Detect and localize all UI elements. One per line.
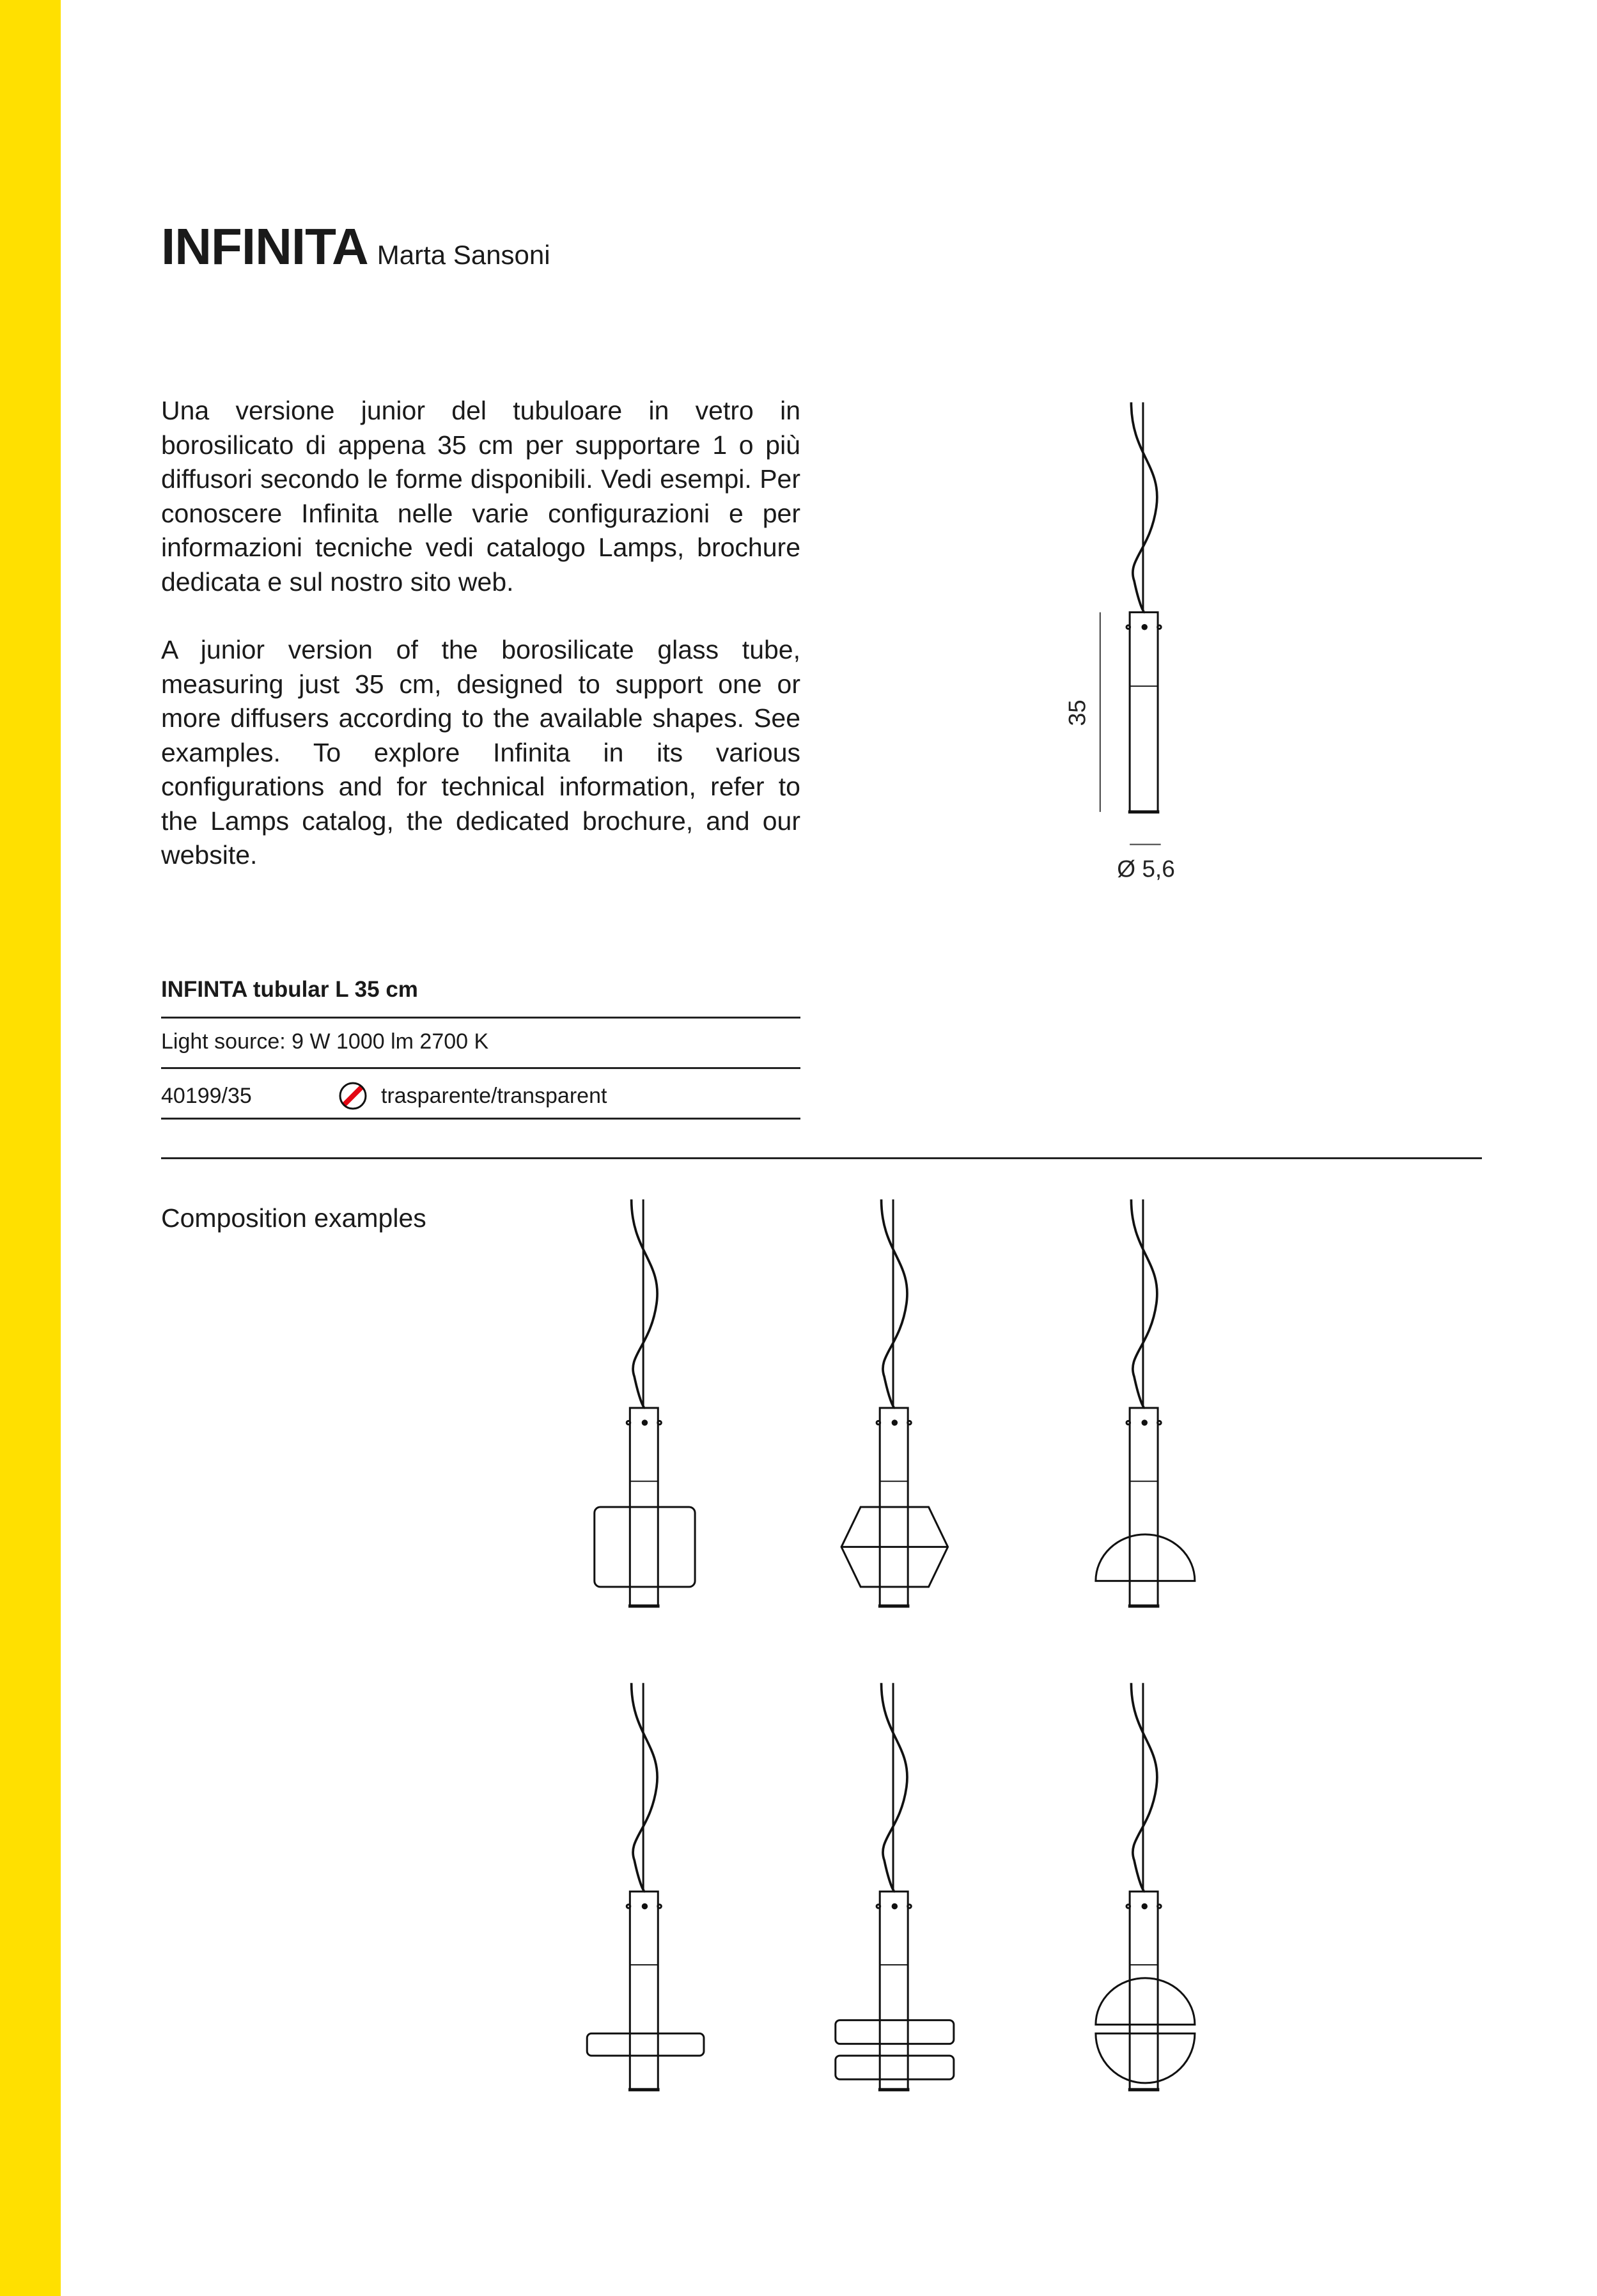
power-cable	[632, 1199, 657, 1408]
glass-tube	[630, 1891, 658, 2089]
side-pin	[876, 1421, 880, 1425]
side-pin	[627, 1421, 630, 1425]
finish-label: trasparente/transparent	[381, 1083, 607, 1108]
side-pin	[1126, 625, 1130, 629]
side-pin	[908, 1905, 912, 1909]
diameter-label: Ø 5,6	[1117, 855, 1175, 882]
composition-label: Composition examples	[161, 1203, 426, 1233]
side-pin	[1158, 1421, 1162, 1425]
description-italian: Una versione junior del tubuloare in vetro in borosilicato di appena 35 cm per supportare 1 o più diffusori secondo le forme disponibili. Vedi esempi. Per conoscere Infinita nelle varie configurazioni e per informazioni tecniche vedi catalogo Lamps, brochure dedicata e sul nostro sito web.	[161, 396, 800, 597]
side-pin	[1126, 1905, 1130, 1909]
power-cable	[882, 1199, 907, 1408]
side-pin	[908, 1421, 912, 1425]
side-pin	[1158, 1905, 1162, 1909]
power-cable	[1131, 1683, 1157, 1891]
designer-name: Marta Sansoni	[377, 240, 550, 270]
side-pin	[627, 1905, 630, 1909]
flat-disc-diffuser	[836, 2020, 954, 2044]
product-name: INFINITA	[161, 218, 368, 275]
fixing-dot	[892, 1904, 896, 1908]
fixing-dot	[1142, 625, 1146, 629]
fixing-dot	[643, 1904, 646, 1908]
fixing-dot	[1142, 1904, 1146, 1908]
fixing-dot	[1142, 1421, 1146, 1425]
spec-title: INFINTA tubular L 35 cm	[161, 977, 418, 1002]
power-cable	[632, 1683, 657, 1891]
product-code: 40199/35	[161, 1083, 252, 1108]
side-pin	[1126, 1421, 1130, 1425]
upper-half-sphere-diffuser	[1096, 1978, 1195, 2025]
glass-tube	[880, 1891, 908, 2089]
height-label: 35	[1064, 699, 1091, 726]
side-pin	[658, 1421, 662, 1425]
square-diffuser	[595, 1507, 695, 1587]
power-cable	[882, 1683, 907, 1891]
power-cable	[1131, 1199, 1157, 1408]
glass-tube	[1130, 1408, 1158, 1606]
light-source: Light source: 9 W 1000 lm 2700 K	[161, 1029, 489, 1054]
flat-disc-diffuser	[587, 2033, 704, 2056]
flat-disc-diffuser	[836, 2056, 954, 2079]
fixing-dot	[892, 1421, 896, 1425]
fixing-dot	[643, 1421, 646, 1425]
description-english: A junior version of the borosilicate glass tube, measuring just 35 cm, designed to support one or more diffusers according to the available shapes. See examples. To explore Infinita in its various configurations and for technical information, refer to the Lamps catalog, the dedicated brochure, and our website.	[161, 635, 800, 870]
lower-half-sphere-diffuser	[1096, 2033, 1195, 2082]
glass-tube	[1130, 1891, 1158, 2089]
glass-tube	[1130, 613, 1158, 812]
side-pin	[658, 1905, 662, 1909]
side-pin	[1158, 625, 1162, 629]
side-pin	[876, 1905, 880, 1909]
power-cable	[1131, 402, 1157, 612]
half-sphere-diffuser	[1096, 1535, 1195, 1581]
